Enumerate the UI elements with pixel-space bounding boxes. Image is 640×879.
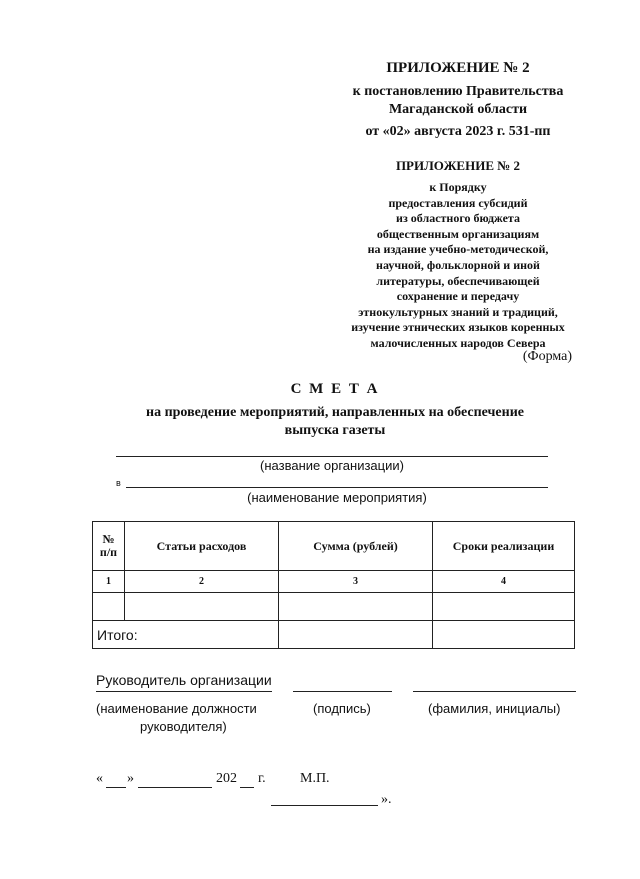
event-name-caption: (наименование мероприятия) [247,490,427,505]
header-terms: Сроки реализации [433,522,575,571]
total-terms-cell [433,621,575,649]
form-label: (Форма) [522,349,572,364]
table-header-row [93,522,575,571]
in-prefix: в [116,478,121,488]
appendix-order-line: сохранение и передачу [396,289,520,304]
header-no: № п/п [93,522,125,571]
date-day-line [106,787,126,788]
table-total-row [93,621,575,649]
col-number-3: 3 [279,571,433,593]
signature-line [293,691,392,692]
date-month-line [138,787,212,788]
appendix-order-line: на издание учебно-методической, [367,242,549,257]
final-close: ». [381,792,392,807]
col-number-4: 4 [433,571,575,593]
position-caption: (наименование должности [96,701,257,716]
appendix-gov-title: ПРИЛОЖЕНИЕ № 2 [386,60,530,76]
col-number-2: 2 [125,571,279,593]
name-caption: (фамилия, инициалы) [428,701,561,716]
appendix-order-line: малочисленных народов Севера [370,335,546,350]
signature-caption: (подпись) [313,701,371,716]
total-label: Итого: [93,621,279,649]
org-name-line [116,456,548,457]
estimate-subtitle-line2: выпуска газеты [284,423,386,438]
header-sum: Сумма (рублей) [279,522,433,571]
appendix-order-line: предоставления субсидий [388,195,528,210]
position-caption-line2: руководителя) [140,719,227,734]
total-sum-cell [279,621,433,649]
event-name-line [126,487,548,488]
appendix-order-line: научной, фольклорной и иной [376,257,540,272]
date-year: 202 [216,771,237,786]
date-close-quote: » [127,771,134,786]
estimate-title: С М Е Т А [290,381,380,397]
table-row [93,593,575,621]
appendix-order-line: литературы, обеспечивающей [376,273,540,288]
appendix-order-line: к Порядку [429,180,487,194]
appendix-order-title: ПРИЛОЖЕНИЕ № 2 [395,158,521,173]
date-year-line [240,787,254,788]
table-number-row [93,571,575,593]
estimate-subtitle-line1: на проведение мероприятий, направленных на обеспечение [146,405,524,420]
table-cell [433,593,575,621]
date-open-quote: « [96,771,103,786]
appendix-gov-line1: к постановлению Правительства [352,84,564,99]
table-cell [93,593,125,621]
header-expense-items: Статьи расходов [125,522,279,571]
date-year-suffix: г. [258,771,266,786]
table-cell [279,593,433,621]
appendix-order-line: этнокультурных знаний и традиций, [358,304,558,319]
appendix-order-line: общественным организациям [376,226,540,241]
appendix-order-text [330,180,586,352]
appendix-order-line: из областного бюджета [396,211,520,226]
appendix-gov-line3: от «02» августа 2023 г. 531-пп [365,124,551,139]
position-line [96,691,272,692]
table-cell [125,593,279,621]
org-name-caption: (название организации) [260,458,404,473]
appendix-order-line: изучение этнических языков коренных [351,320,565,335]
name-line [413,691,576,692]
final-line [271,805,378,806]
appendix-gov-line2: Магаданской области [388,102,528,117]
stamp-label: М.П. [300,771,330,786]
estimate-table [92,521,575,649]
col-number-1: 1 [93,571,125,593]
head-label: Руководитель организации [96,672,272,688]
